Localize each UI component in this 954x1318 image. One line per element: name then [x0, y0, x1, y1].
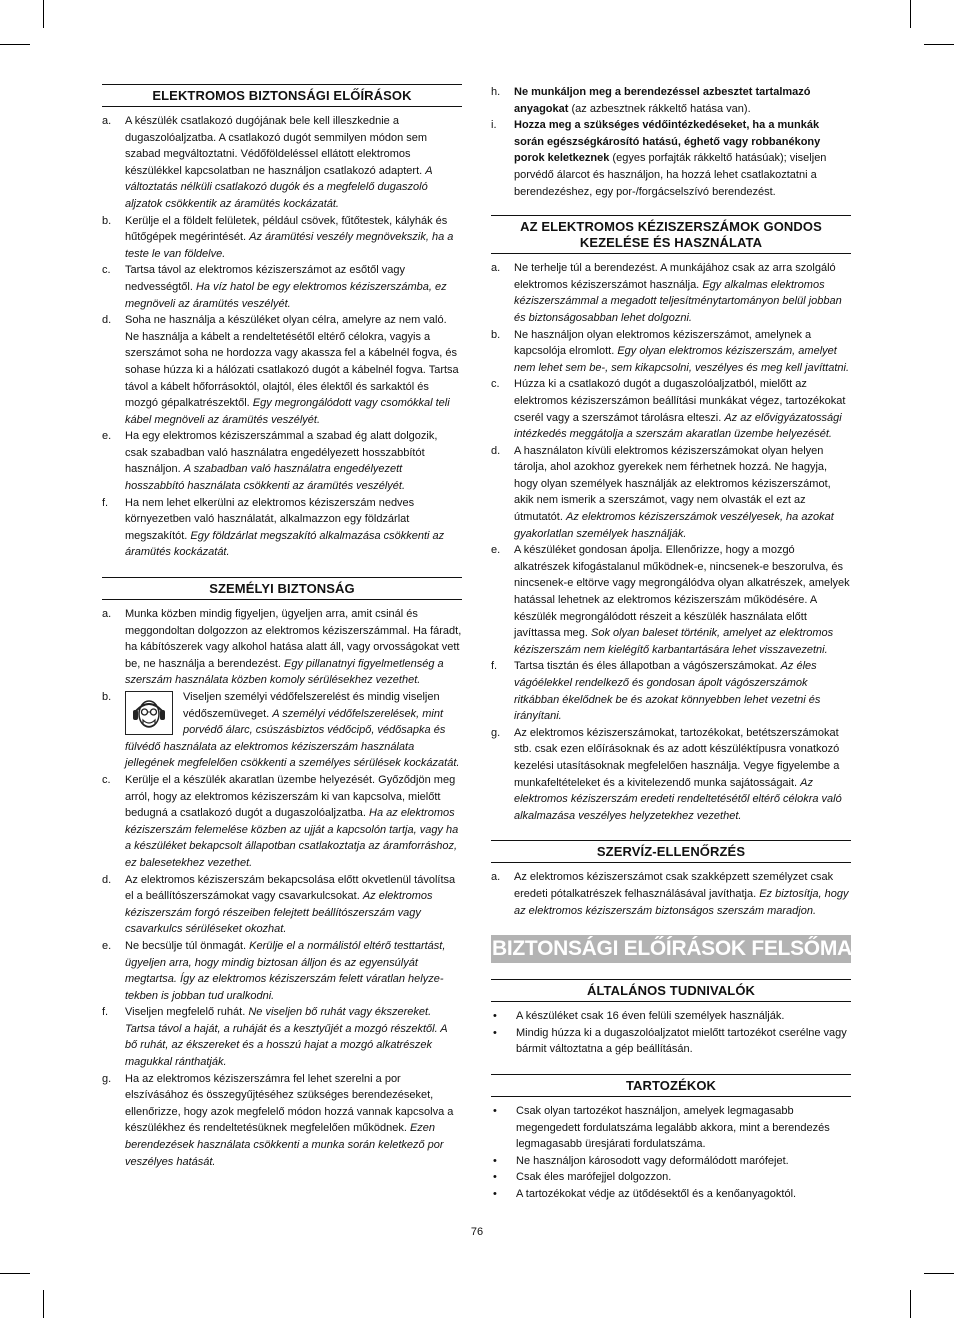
- crop-mark: [924, 44, 954, 45]
- item-text: [514, 869, 851, 919]
- item-text: [514, 260, 851, 326]
- item-text: [125, 1071, 462, 1171]
- item-text: [514, 542, 851, 658]
- item-text: [514, 327, 851, 377]
- item-italic-text: Ezen berendezések használata csökkenti a munka során keletkező por veszélyes hatását.: [125, 1122, 444, 1168]
- personal-safety-list: [102, 606, 462, 1170]
- crop-mark: [0, 44, 30, 45]
- list-item: [102, 772, 462, 872]
- item-label: h.: [491, 86, 501, 98]
- tool-care-list: [491, 260, 851, 824]
- bullet-text: Mindig húzza ki a dugaszolóaljzatot mielőtt tartozékot cserélne vagy bármit változtatna a gép beállításán.: [516, 1026, 847, 1056]
- item-label: e.: [102, 430, 112, 443]
- page-number: 76: [470, 1226, 484, 1238]
- list-item: [102, 262, 462, 312]
- right-column: [491, 84, 942, 1202]
- list-item: [491, 869, 851, 919]
- router-safety-title: BIZTONSÁGI ELŐÍRÁSOK FELSŐMARÓKHOZ: [491, 935, 851, 963]
- item-text: [514, 658, 851, 724]
- item-text: [125, 872, 462, 938]
- item-text: [125, 495, 462, 561]
- section-heading-service: SZERVÍZ-ELLENŐRZÉS: [491, 840, 851, 863]
- item-text: [514, 725, 851, 825]
- list-item: [102, 1004, 462, 1070]
- item-text: [125, 428, 462, 494]
- item-italic-text: Egy olyan elektromos kéziszerszám, amelyet nem lehet sem be-, sem kikapcsolni, veszélyes és meg kell javíttatni.: [514, 345, 850, 374]
- item-body-text: Tartsa távol az elektromos kéziszerszámot az esőtől vagy nedvességtől.: [125, 264, 406, 293]
- item-label: e.: [102, 939, 112, 952]
- item-body-text: Viseljen személyi védőfelszerelést és mindig viseljen védőszemüveget.: [183, 691, 440, 720]
- general-bullets: [491, 1008, 851, 1058]
- electrical-safety-list: [102, 113, 462, 561]
- item-italic-text: Az áramütési veszély megnövekszik, ha a teste le van földelve.: [125, 231, 454, 260]
- list-item: [102, 938, 462, 1004]
- list-item: [102, 428, 462, 494]
- item-text: [125, 262, 462, 312]
- item-body-text: Soha ne használja a készüléket olyan célra, amelyre az nem való. Ne használja a kábelt a rendeltetésétől eltérő célokra, vagyis a szerszámot soha ne hordozza vagy akassza fel a kábelnél fogva, és sohase húzza ki a hálózati csatlakozó dugót a kábelnél fogva. Tartsa távol a kábelt hőforrásoktól, olajtól, éles élektől és sarkaktól és mozgó gépalkatrészektől.: [125, 314, 459, 410]
- item-text: [514, 117, 851, 200]
- list-item: [102, 312, 462, 428]
- item-label: a.: [491, 262, 501, 275]
- item-body-text: Munka közben mindig figyeljen, ügyeljen arra, amit csinál és meggondoltan dolgozzon az elektromos kéziszerszámmal. Ha fáradt, ha kábítószerek vagy alkohol hatása alatt áll, vagy orvosságokat vett be, ne használja a berendezést.: [125, 608, 462, 670]
- item-italic-text: Ha víz hatol be egy elektromos kéziszerszámba, ez megnöveli az áramütés veszélyét.: [125, 280, 447, 310]
- item-text: [125, 113, 462, 213]
- item-italic-text: A változtatás nélküli csatlakozó dugók és a megfelelő dugaszoló aljzatok csökkentik az áramütés kockázatát.: [125, 164, 433, 210]
- item-label: f.: [491, 660, 498, 673]
- item-label: d.: [491, 444, 501, 457]
- list-item: [491, 84, 851, 117]
- left-column: [102, 84, 462, 1170]
- bullet-item: [491, 1103, 851, 1153]
- item-label: g.: [102, 1072, 112, 1085]
- item-body-text: Ne becsülje túl önmagát.: [125, 939, 247, 952]
- item-text: [514, 376, 851, 442]
- list-item: [491, 658, 851, 724]
- item-text: [125, 689, 462, 772]
- accessories-bullets: [491, 1103, 851, 1203]
- bullet-item: [491, 1153, 851, 1170]
- section-heading-accessories: TARTOZÉKOK: [491, 1074, 851, 1097]
- item-italic-text: Egy alkalmas elektromos kéziszerszámmal a megadott teljesítménytartományon belül jobban és biztonságosabban lehet dolgozni.: [514, 278, 842, 324]
- bullet-item: [491, 1186, 851, 1203]
- list-item: [491, 443, 851, 543]
- dust-warnings-list: [491, 84, 851, 200]
- item-italic-text: Sok olyan baleset történik, amelyet az elektromos kéziszerszám nem kielégítő karbantartására lehet visszavezetni.: [514, 627, 834, 656]
- crop-mark: [0, 1273, 30, 1274]
- list-item: [491, 260, 851, 326]
- item-body-text: Kerülje el a földelt felületek, például csövek, fűtőtestek, kályhák és hűtőgépek megérintését.: [125, 214, 448, 244]
- bullet-icon: •: [493, 1010, 497, 1023]
- bullet-item: [491, 1169, 851, 1186]
- item-label: a.: [102, 115, 112, 127]
- item-italic-text: Az elektromos kéziszerszámok veszélyesek, ha azokat gyakorlatlan személyek használják.: [514, 511, 834, 540]
- section-heading-tool-care-line2: KEZELÉSE ÉS HASZNÁLATA: [579, 235, 763, 251]
- item-label: b.: [102, 691, 112, 703]
- item-label: a.: [491, 871, 501, 884]
- item-text: [514, 84, 851, 117]
- bullet-text: Csak olyan tartozékot használjon, amelyek legmagasabb megengedett fordulatszáma legalább akkora, mint a berendezés legmagasabb üresjárati fordulatszáma.: [516, 1104, 830, 1151]
- crop-mark: [910, 1290, 911, 1318]
- section-heading-tool-care: [491, 215, 851, 254]
- item-label: a.: [102, 608, 112, 621]
- item-italic-text: Az elektromos kéziszerszám eredeti rendeltetésétől eltérő célokra való alkalmazása veszélyes helyzetekhez vezethet.: [514, 776, 842, 822]
- crop-mark: [43, 0, 44, 28]
- item-italic-text: Az elektromos kéziszerszám forgó részeiben felejtett beállítószerszám vagy csavarkulcs sérüléseket okozhat.: [125, 890, 433, 936]
- item-body-text: Kerülje el a készülék akaratlan üzembe helyezését. Győződjön meg arról, hogy az elektromos kéziszerszám ki van kapcsolva, mielőtt bedugná a csatlakozó dugót a dugaszolóaljzatba.: [125, 773, 456, 820]
- item-label: c.: [102, 264, 111, 277]
- item-label: d.: [102, 873, 112, 886]
- list-item: [102, 213, 462, 263]
- bullet-icon: •: [493, 1154, 497, 1167]
- item-bold-text: Hozza meg a szükséges védőintézkedéseket, ha a munkák során egészségkárosító hatású, éghető vagy robbanékony porok keletkeznek: [514, 119, 821, 165]
- item-italic-text: A személyi védőfelszerelések, mint porvédő álarc, csúszásbiztos védőcipő, védősapka és fülvédő használata az elektromos kéziszerszám használata jellegének megfelelően csökkenti a személyes sérülések kockázatát.: [125, 707, 460, 770]
- item-body-text: Tartsa tisztán és éles állapotban a vágószerszámokat.: [514, 660, 778, 673]
- item-body-text: Ha az elektromos kéziszerszámra fel lehet szerelni a por elszívásához és összegyűjtéséhez szükséges berendezéseket, ellenőrizze, hogy azok megfelelő módon hozzá vannak kapcsolva a készülékhez és rendeltetésüknek megfelelően működnek.: [125, 1072, 454, 1135]
- item-italic-text: A szabadban való használatra engedélyezett hosszabbító használata csökkenti az áramütés veszélyét.: [125, 463, 406, 493]
- list-item: [491, 542, 851, 658]
- list-item: [102, 689, 462, 772]
- item-body-text: A készüléket gondosan ápolja. Ellenőrizze, hogy a mozgó alkatrészek kifogástalanul működnek-e, nincsenek-e beszorulva, és nincsenek-e eltörve vagy megrongálódva olyan alkatrészek, amelyek hatással lehetnek az elektromos kéziszerszám működésére. A készülék megrongálódott részeit a készülék használata előtt javíttassa meg.: [514, 544, 850, 640]
- ppe-icon-graphic: [129, 694, 169, 732]
- item-italic-text: Az éles vágóélekkel rendelkező és gondosan ápolt vágószerszámok ritkábban ékelődnek be és azokat könnyebben lehet vezetni és irányítani.: [514, 660, 821, 723]
- item-text: [514, 443, 851, 543]
- item-text: [125, 938, 462, 1004]
- item-body-text: Húzza ki a csatlakozó dugót a dugaszolóaljzatból, mielőtt az elektromos kéziszerszámon beállítási munkákat végez, tartozékokat cserél vagy a szerszámot tárolásra elteszi.: [514, 378, 846, 424]
- list-item: [102, 113, 462, 213]
- bullet-item: [491, 1008, 851, 1025]
- item-label: e.: [491, 544, 501, 557]
- item-label: c.: [491, 378, 500, 391]
- item-label: f.: [102, 1006, 109, 1019]
- bullet-icon: •: [493, 1171, 497, 1184]
- item-label: b.: [102, 214, 112, 227]
- item-label: f.: [102, 496, 109, 509]
- item-body-text: A készülék csatlakozó dugójának bele kell illeszkednie a dugaszolóaljzatba. A csatlakozó dugót semmilyen módon sem szabad megváltoztatni. Védőföldeléssel ellátott elektromos készülékkel kapcsolatban ne használjon csatlakozó adaptert.: [125, 115, 428, 177]
- bullet-icon: •: [493, 1104, 497, 1117]
- item-body-text: Ha nem lehet elkerülni az elektromos kéziszerszám nedves környezetben való használatát, alkalmazzon egy földzárlat megszakítót.: [125, 496, 415, 542]
- bullet-icon: •: [493, 1026, 497, 1039]
- bullet-text: Csak éles marófejjel dolgozzon.: [516, 1171, 672, 1184]
- item-text: [125, 772, 462, 872]
- item-italic-text: Egy megrongálódott vagy csomókkal teli kábel megnöveli az áramütés veszélyét.: [125, 397, 450, 426]
- item-italic-text: Ne viseljen bő ruhát vagy ékszereket. Tartsa távol a haját, a ruháját és a kesztyűjét a mozgó részektől. A bő ruhát, az ékszereket és a hosszú hajat a mozgó alkatrészek magukkal ránthatják.: [125, 1006, 448, 1069]
- item-body-text: Ne használjon olyan elektromos kéziszerszámot, amelynek a kapcsolója elromlott.: [514, 328, 812, 358]
- item-italic-text: Kerülje el a normálistól eltérő testtartást, ügyeljen arra, hogy mindig biztosan álljon és az egyensúlyát megtartsa. Így az elektromos kéziszerszám felett váratlan helyze-tekben is jobban tud uralkodni.: [125, 939, 446, 1002]
- item-label: d.: [102, 314, 112, 327]
- item-text: [125, 213, 462, 263]
- item-italic-text: Ez biztosítja, hogy az elektromos kéziszerszám biztonságos szerszám maradjon.: [514, 887, 849, 917]
- item-text: [125, 606, 462, 689]
- list-item: [102, 1071, 462, 1171]
- item-italic-text: Egy földzárlat megszakító alkalmazása csökkenti az áramütés kockázatát.: [125, 529, 445, 559]
- item-label: i.: [491, 119, 497, 132]
- list-item: [491, 117, 851, 200]
- bullet-text: Ne használjon károsodott vagy deformálódott marófejet.: [516, 1154, 789, 1167]
- item-body-text: Ha egy elektromos kéziszerszámmal a szabad ég alatt dolgozik, csak szabadban való használatra engedélyezett hosszabbítót használjon.: [125, 430, 438, 476]
- item-text: [125, 312, 462, 428]
- item-label: c.: [102, 773, 111, 786]
- item-body-text: Viseljen megfelelő ruhát.: [125, 1006, 246, 1019]
- item-body-text: A használaton kívüli elektromos kéziszerszámokat olyan helyen tárolja, ahol azokhoz gyerekek nem férhetnek hozzá. Ne hagyja, hogy olyan személyek használják az elektromos kéziszerszámot, akik nem ismerik a szerszámot, vagy nem olvasták el ezt az útmutatót.: [514, 444, 831, 524]
- list-item: [102, 606, 462, 689]
- list-item: [491, 725, 851, 825]
- item-body-text: (egyes porfajták rákkeltő hatásúak); viseljen porvédő álarcot és használjon, ha hozzá lehet csatlakoztatni a berendezéshez, egy por-/forgácselszívó berendezést.: [514, 152, 827, 198]
- list-item: [102, 495, 462, 561]
- crop-mark: [43, 1290, 44, 1318]
- item-body-text: Ne terhelje túl a berendezést. A munkájához csak az arra szolgáló elektromos kéziszerszámot használja.: [514, 262, 836, 291]
- item-italic-text: Ha az elektromos kéziszerszám felemelése közben az ujját a kapcsolón tartja, vagy ha a készüléket bekapcsolt állapotban csatlakoztatja az áramforráshoz, ez balesetekhez vezethet.: [125, 807, 459, 869]
- item-italic-text: Egy pillanatnyi figyelmetlenség a szerszám használata közben komoly sérülésekhez vezethet.: [125, 657, 444, 687]
- ppe-goggles-earmuffs-icon: [125, 691, 173, 735]
- item-body-text: (az azbesztnek rákkeltő hatása van).: [568, 102, 751, 115]
- bullet-text: A tartozékokat védje az ütődésektől és a kenőanyagoktól.: [516, 1187, 797, 1200]
- service-list: [491, 869, 851, 919]
- item-italic-text: Az az elővigyázatossági intézkedés meggátolja a szerszám akaratlan üzembe helyezését.: [514, 411, 842, 441]
- section-heading-tool-care-line1: AZ ELEKTROMOS KÉZISZERSZÁMOK GONDOS: [520, 219, 822, 235]
- crop-mark: [924, 1273, 954, 1274]
- bullet-item: [491, 1025, 851, 1058]
- bullet-text: A készüléket csak 16 éven felüli személyek használják.: [516, 1010, 785, 1023]
- list-item: [102, 872, 462, 938]
- item-label: g.: [491, 726, 501, 739]
- bullet-icon: •: [493, 1187, 497, 1200]
- item-body-text: Az elektromos kéziszerszámokat, tartozékokat, betétszerszámokat stb. csak ezen előírásoknak és az adott készüléktípusra vonatkozó kezelési utasításoknak megfelelően használja. Vegye figyelembe a munkafeltételeket és a kivitelezendő munka sajátosságait.: [514, 726, 840, 789]
- item-body-text: Az elektromos kéziszerszámot csak szakképzett személyzet csak eredeti pótalkatrészek felhasználásával javíthatja.: [514, 871, 834, 900]
- item-body-text: Az elektromos kéziszerszám bekapcsolása előtt okvetlenül távolítsa el a beállítószerszámokat vagy csavarkulcsokat.: [125, 873, 456, 903]
- crop-mark: [910, 0, 911, 28]
- item-label: b.: [491, 328, 501, 341]
- list-item: [491, 376, 851, 442]
- section-heading-electrical-safety: ELEKTROMOS BIZTONSÁGI ELŐÍRÁSOK: [102, 84, 462, 107]
- list-item: [491, 327, 851, 377]
- item-text: [125, 1004, 462, 1070]
- section-heading-general: ÁLTALÁNOS TUDNIVALÓK: [491, 979, 851, 1002]
- section-heading-personal-safety: SZEMÉLYI BIZTONSÁG: [102, 577, 462, 600]
- item-bold-text: Ne munkáljon meg a berendezéssel azbesztet tartalmazó anyagokat: [514, 86, 811, 115]
